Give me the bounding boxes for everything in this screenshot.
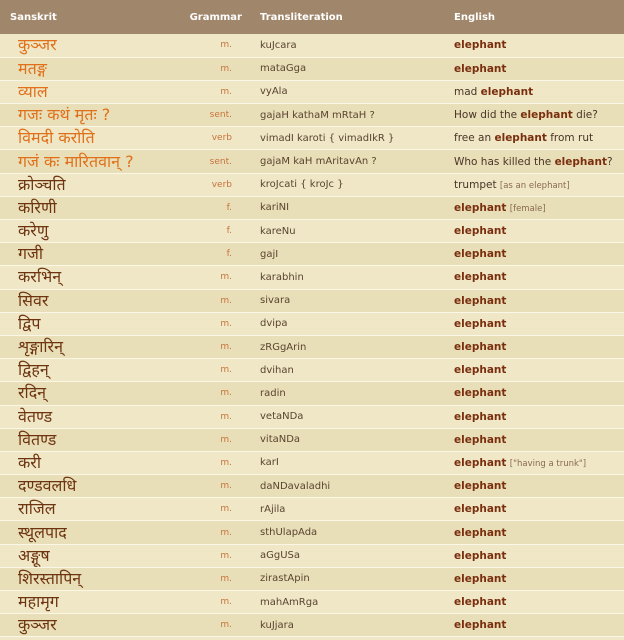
transliteration: rAjila	[258, 498, 452, 521]
sanskrit-word[interactable]: करभिन्	[0, 266, 178, 289]
table-row	[0, 521, 624, 544]
sanskrit-word[interactable]: वेतण्ड	[0, 405, 178, 428]
sanskrit-word[interactable]: शृङ्गारिन्	[0, 335, 178, 358]
sanskrit-word[interactable]: राजिल	[0, 498, 178, 521]
table-row	[0, 567, 624, 590]
english-keyword: elephant	[454, 225, 507, 238]
english-note: [female]	[509, 203, 546, 214]
english-meaning	[452, 34, 624, 57]
english-meaning	[452, 335, 624, 358]
sanskrit-word[interactable]: कुञ्जर	[0, 34, 178, 57]
english-text-before: mad	[454, 85, 481, 98]
transliteration: zirastApin	[258, 567, 452, 590]
transliteration: sivara	[258, 289, 452, 312]
sanskrit-word[interactable]: द्विप	[0, 312, 178, 335]
english-keyword: elephant	[454, 480, 507, 493]
english-meaning	[452, 382, 624, 405]
table-row	[0, 220, 624, 243]
english-meaning	[452, 428, 624, 451]
table-row	[0, 173, 624, 196]
table-row	[0, 614, 624, 637]
transliteration: kareNu	[258, 220, 452, 243]
english-meaning	[452, 359, 624, 382]
table-row	[0, 451, 624, 474]
table-row	[0, 498, 624, 521]
table-header-row	[0, 0, 624, 34]
english-text-before: trumpet	[454, 178, 500, 191]
grammar-tag: sent.	[178, 150, 258, 173]
english-note: [as an elephant]	[499, 180, 570, 191]
english-keyword: elephant	[454, 410, 507, 423]
english-meaning	[452, 220, 624, 243]
english-meaning	[452, 498, 624, 521]
table-row	[0, 312, 624, 335]
sanskrit-word[interactable]: कुञ्जर	[0, 614, 178, 637]
english-meaning	[452, 544, 624, 567]
english-text-before: How did the	[454, 109, 521, 122]
grammar-tag: f.	[178, 220, 258, 243]
transliteration: mahAmRga	[258, 591, 452, 614]
table-row	[0, 544, 624, 567]
grammar-tag: m.	[178, 521, 258, 544]
english-keyword: elephant	[454, 456, 507, 469]
english-meaning	[452, 405, 624, 428]
grammar-tag: m.	[178, 34, 258, 57]
grammar-tag: m.	[178, 544, 258, 567]
transliteration: kroJcati { kroJc }	[258, 173, 452, 196]
table-row	[0, 382, 624, 405]
table-row	[0, 57, 624, 80]
english-text-after: ?	[606, 155, 613, 168]
english-meaning	[452, 104, 624, 127]
english-keyword: elephant	[454, 248, 507, 261]
table-row	[0, 591, 624, 614]
transliteration: gajaM kaH mAritavAn ?	[258, 150, 452, 173]
grammar-tag: m.	[178, 57, 258, 80]
table-row	[0, 34, 624, 57]
sanskrit-word[interactable]: गजः कथं मृतः ?	[0, 104, 178, 127]
english-meaning	[452, 243, 624, 266]
english-meaning	[452, 567, 624, 590]
english-text-after: from rut	[546, 132, 594, 145]
sanskrit-word[interactable]: द्विहन्	[0, 359, 178, 382]
sanskrit-word[interactable]: महामृग	[0, 591, 178, 614]
grammar-tag: m.	[178, 382, 258, 405]
grammar-tag: sent.	[178, 104, 258, 127]
transliteration: mataGga	[258, 57, 452, 80]
grammar-tag: verb	[178, 173, 258, 196]
table-row	[0, 80, 624, 103]
english-keyword: elephant	[454, 364, 507, 377]
sanskrit-word[interactable]: सिवर	[0, 289, 178, 312]
transliteration: gajaH kathaM mRtaH ?	[258, 104, 452, 127]
sanskrit-word[interactable]: शिरस्तापिन्	[0, 567, 178, 590]
transliteration: kariNI	[258, 196, 452, 219]
transliteration: zRGgArin	[258, 335, 452, 358]
grammar-tag: m.	[178, 591, 258, 614]
table-row	[0, 266, 624, 289]
grammar-tag: m.	[178, 451, 258, 474]
english-meaning	[452, 196, 624, 219]
table-row	[0, 104, 624, 127]
english-keyword: elephant	[454, 619, 507, 632]
english-note: ["having a trunk"]	[509, 458, 587, 469]
transliteration: radin	[258, 382, 452, 405]
english-meaning	[452, 57, 624, 80]
transliteration: vimadI karoti { vimadIkR }	[258, 127, 452, 150]
grammar-tag: m.	[178, 266, 258, 289]
english-keyword: elephant	[454, 294, 507, 307]
grammar-tag: m.	[178, 80, 258, 103]
grammar-tag: m.	[178, 335, 258, 358]
english-keyword: elephant	[454, 596, 507, 609]
english-keyword: elephant	[454, 549, 507, 562]
transliteration: aGgUSa	[258, 544, 452, 567]
grammar-tag: m.	[178, 475, 258, 498]
english-keyword: elephant	[494, 132, 547, 145]
grammar-tag: m.	[178, 428, 258, 451]
english-keyword: elephant	[454, 201, 507, 214]
sanskrit-word[interactable]: रदिन्	[0, 382, 178, 405]
english-keyword: elephant	[454, 62, 507, 75]
table-row	[0, 243, 624, 266]
english-meaning	[452, 591, 624, 614]
sanskrit-word[interactable]: विमदी करोति	[0, 127, 178, 150]
english-text-before: Who has killed the	[454, 155, 555, 168]
english-meaning	[452, 173, 624, 196]
english-text-before: free an	[454, 132, 495, 145]
grammar-tag: m.	[178, 405, 258, 428]
sanskrit-word[interactable]: गजी	[0, 243, 178, 266]
header-sanskrit: Sanskrit	[0, 0, 178, 34]
transliteration: karabhin	[258, 266, 452, 289]
table-row	[0, 127, 624, 150]
english-keyword: elephant	[454, 572, 507, 585]
english-meaning	[452, 521, 624, 544]
english-meaning	[452, 266, 624, 289]
english-meaning	[452, 614, 624, 637]
english-keyword: elephant	[480, 85, 534, 98]
english-keyword: elephant	[554, 155, 607, 168]
grammar-tag: m.	[178, 567, 258, 590]
sanskrit-word[interactable]: करिणी	[0, 196, 178, 219]
table-row	[0, 428, 624, 451]
english-meaning	[452, 150, 624, 173]
transliteration: kuJcara	[258, 34, 452, 57]
sanskrit-word[interactable]: क्रोञ्चति	[0, 173, 178, 196]
table-row	[0, 475, 624, 498]
english-keyword: elephant	[454, 387, 507, 400]
english-keyword: elephant	[454, 271, 507, 284]
english-keyword: elephant	[454, 39, 507, 52]
transliteration: vyAla	[258, 80, 452, 103]
english-text-after: die?	[572, 109, 598, 122]
english-meaning	[452, 80, 624, 103]
grammar-tag: m.	[178, 312, 258, 335]
table-row	[0, 405, 624, 428]
sanskrit-word[interactable]: मतङ्ग	[0, 57, 178, 80]
table-row	[0, 196, 624, 219]
english-keyword: elephant	[454, 341, 507, 354]
english-meaning	[452, 127, 624, 150]
transliteration: kuJjara	[258, 614, 452, 637]
transliteration: karI	[258, 451, 452, 474]
sanskrit-word[interactable]: अङ्गूष	[0, 544, 178, 567]
transliteration: dvihan	[258, 359, 452, 382]
grammar-tag: f.	[178, 196, 258, 219]
table-row	[0, 335, 624, 358]
sanskrit-word[interactable]: गजं कः मारितवान् ?	[0, 150, 178, 173]
grammar-tag: m.	[178, 614, 258, 637]
header-grammar: Grammar	[178, 0, 258, 34]
header-transliteration: Transliteration	[258, 0, 452, 34]
transliteration: vetaNDa	[258, 405, 452, 428]
english-meaning	[452, 312, 624, 335]
english-keyword: elephant	[520, 109, 573, 122]
grammar-tag: verb	[178, 127, 258, 150]
grammar-tag: m.	[178, 289, 258, 312]
table-row	[0, 359, 624, 382]
sanskrit-word[interactable]: स्थूलपाद	[0, 521, 178, 544]
table-row	[0, 289, 624, 312]
transliteration: vitaNDa	[258, 428, 452, 451]
transliteration: daNDavaladhi	[258, 475, 452, 498]
sanskrit-word[interactable]: करेणु	[0, 220, 178, 243]
grammar-tag: m.	[178, 498, 258, 521]
english-keyword: elephant	[454, 433, 507, 446]
sanskrit-word[interactable]: व्याल	[0, 80, 178, 103]
english-meaning	[452, 475, 624, 498]
grammar-tag: m.	[178, 359, 258, 382]
english-meaning	[452, 289, 624, 312]
sanskrit-word[interactable]: दण्डवलधि	[0, 475, 178, 498]
grammar-tag: f.	[178, 243, 258, 266]
english-keyword: elephant	[454, 503, 507, 516]
transliteration: sthUlapAda	[258, 521, 452, 544]
table-row	[0, 150, 624, 173]
english-meaning	[452, 451, 624, 474]
header-english: English	[452, 0, 624, 34]
sanskrit-word[interactable]: करी	[0, 451, 178, 474]
transliteration: gajI	[258, 243, 452, 266]
sanskrit-word[interactable]: वितण्ड	[0, 428, 178, 451]
english-keyword: elephant	[454, 317, 507, 330]
english-keyword: elephant	[454, 526, 507, 539]
transliteration: dvipa	[258, 312, 452, 335]
